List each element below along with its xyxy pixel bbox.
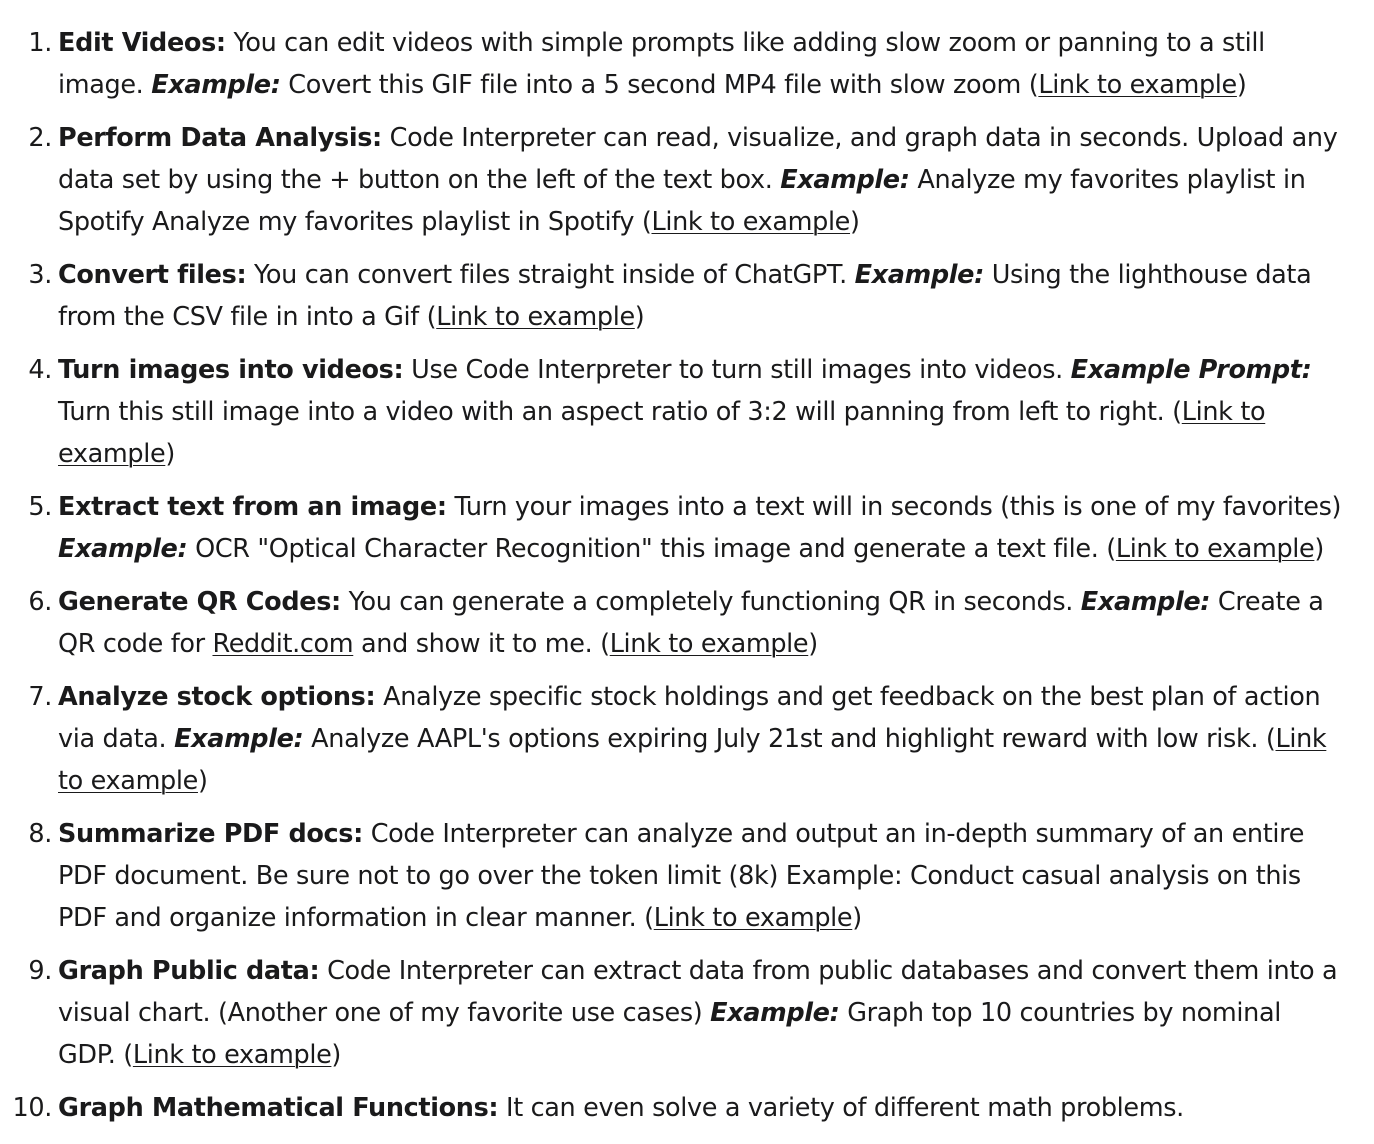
item-title: Edit Videos: [58,28,226,58]
example-text: Covert this GIF file into a 5 second MP4 file with slow zoom ( [280,70,1039,100]
item-number: 9. [28,956,52,986]
close-paren: ) [331,1040,342,1070]
close-paren: ) [850,207,860,237]
item-title: Graph Public data: [58,956,320,986]
list-item [0,950,1374,1076]
item-number: 1. [28,28,52,58]
list-item [0,581,1374,665]
feature-list [0,22,1374,1140]
item-description: Analyze specific stock holdings and get feedback on the best plan of action via data. [58,682,1321,754]
item-title: Analyze stock options: [58,682,376,712]
example-label: Example: [174,724,304,754]
item-number: 3. [28,260,52,290]
example-text: Create a QR code for [58,587,1324,659]
list-item [0,486,1374,570]
link-to-example[interactable]: Link to example [651,207,851,237]
list-item [0,349,1374,475]
item-description: You can generate a completely functioning QR in seconds. [340,587,1081,617]
item-description: Code Interpreter can extract data from public databases and convert them into a visual chart. (Another one of my favorite use cases) [58,956,1338,1028]
example-text: Graph top 10 countries by nominal GDP. ( [58,998,1281,1070]
item-description: You can edit videos with simple prompts like adding slow zoom or panning to a still image. [58,28,1265,100]
item-title: Turn images into videos: [58,355,404,385]
list-item [0,813,1374,939]
item-title: Perform Data Analysis: [58,123,382,153]
item-description: Code Interpreter can analyze and output an in-depth summary of an entire PDF document. Be sure not to go over the token limit (8k) Example: Conduct casual analysis on this PDF and organize information in clear manner. ( [58,819,1305,933]
list-item [0,254,1374,338]
item-description: Use Code Interpreter to turn still images into videos. [403,355,1071,385]
close-paren: ) [1314,534,1324,564]
example-label: Example: [151,70,281,100]
close-paren: ) [1236,70,1247,100]
link-to-example[interactable]: Link to example [609,629,809,659]
example-label: Example: [710,998,840,1028]
close-paren: ) [808,629,818,659]
close-paren: ) [634,302,645,332]
list-item [0,117,1374,243]
example-text: Analyze AAPL's options expiring July 21st and highlight reward with low risk. ( [303,724,1276,754]
item-title: Convert files: [58,260,247,290]
item-description: Code Interpreter can read, visualize, and graph data in seconds. Upload any data set by using the + button on the left of the text box. [58,123,1338,195]
item-title: Generate QR Codes: [58,587,341,617]
list-item [0,676,1374,802]
item-description: Turn your images into a text will in seconds (this is one of my favorites) [446,492,1342,522]
item-number: 2. [28,123,52,153]
link-to-example[interactable]: Link to example [1115,534,1315,564]
close-paren: ) [197,766,208,796]
link-to-example[interactable]: Link to example [653,903,853,933]
item-number: 4. [28,355,52,385]
link-to-example[interactable]: Link to example [58,397,1266,469]
item-number: 6. [28,587,52,617]
example-text: Turn this still image into a video with an aspect ratio of 3:2 will panning from left to right. ( [58,397,1182,427]
list-item [0,1087,1374,1129]
item-number: 10. [12,1093,52,1123]
item-number: 8. [28,819,52,849]
link-to-example[interactable]: Link to example [132,1040,332,1070]
link-to-example[interactable]: Link to example [1038,70,1237,100]
example-text: OCR "Optical Character Recognition" this image and generate a text file. ( [187,534,1116,564]
item-number: 7. [28,682,52,712]
item-title: Graph Mathematical Functions: [58,1093,499,1123]
example-text: Analyze my favorites playlist in Spotify Analyze my favorites playlist in Spotify ( [58,165,1306,237]
example-text: Using the lighthouse data from the CSV file in into a Gif ( [58,260,1312,332]
item-description: You can convert files straight inside of ChatGPT. [246,260,855,290]
example-text-after: and show it to me. ( [353,629,610,659]
close-paren: ) [165,439,175,469]
example-label: Example: [854,260,984,290]
example-label: Example: [58,534,188,564]
list-item [0,22,1374,106]
close-paren: ) [852,903,862,933]
item-number: 5. [28,492,52,522]
reddit-link[interactable]: Reddit.com [212,629,354,659]
item-title: Extract text from an image: [58,492,447,522]
item-title: Summarize PDF docs: [58,819,363,849]
item-description: It can even solve a variety of different math problems. [498,1093,1184,1123]
example-label: Example Prompt: [1070,355,1312,385]
link-to-example[interactable]: Link to example [436,302,635,332]
example-label: Example: [780,165,910,195]
example-label: Example: [1080,587,1211,617]
link-to-example[interactable]: Link to example [58,724,1327,796]
